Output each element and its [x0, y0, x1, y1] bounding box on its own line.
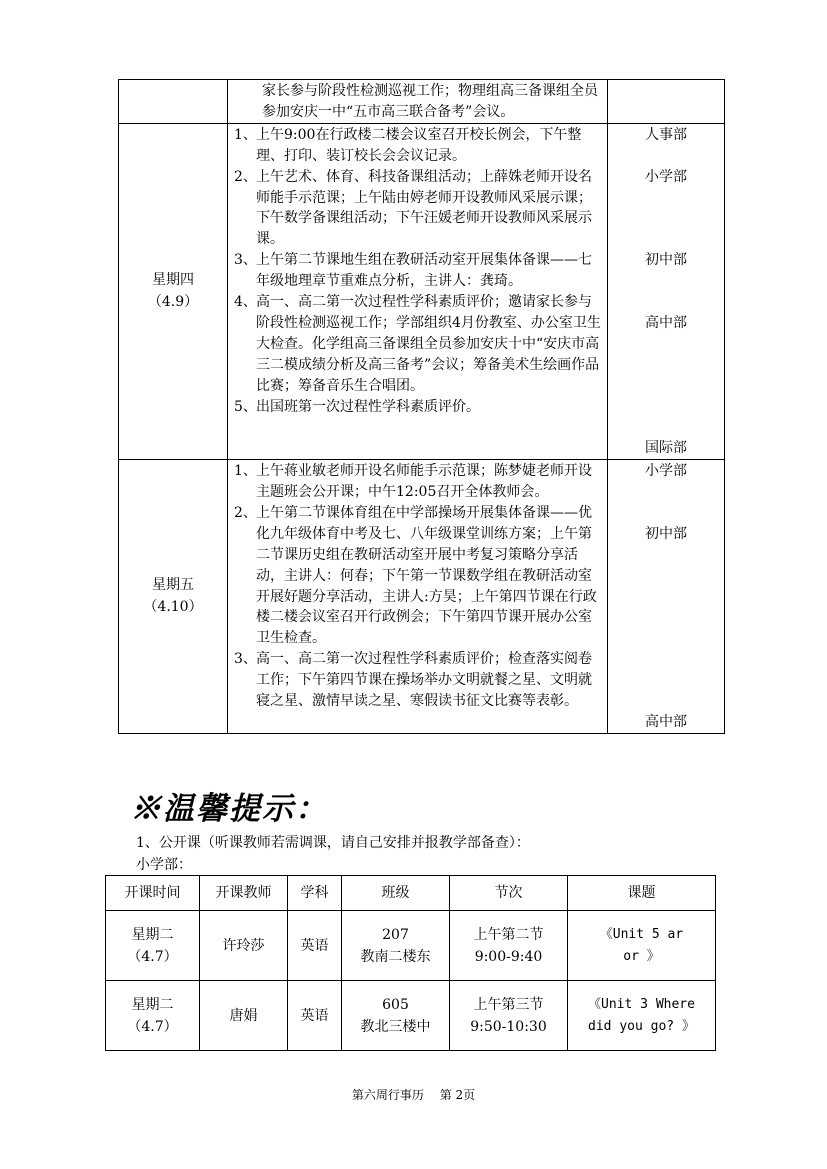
day-cell — [119, 123, 228, 459]
item-text: 上午第二节课体育组在中学部操场开展集体备课——优化九年级体育中考及七、八年级课堂训练方案；上午第二节课历史组在教研活动室开展中考复习策略分享活动，主讲人：何春；下午第一节课数学组在教研活动室开展好题分享活动，主讲人:方昊；上午第四节课在行政楼二楼会议室召开行政例会；下午第四节课开展办公室卫生检查。 — [256, 504, 597, 647]
content-cell — [228, 460, 608, 734]
dept-label: 高中部 — [645, 713, 687, 730]
topic-line: 《Unit 3 Where — [588, 996, 695, 1012]
class-cell — [342, 981, 450, 1051]
subject-cell: 英语 — [288, 911, 342, 981]
header-cell: 节次 — [450, 876, 568, 911]
header-cell: 开课教师 — [200, 876, 288, 911]
class-number: 605 — [382, 996, 409, 1013]
dept-cell — [608, 460, 725, 734]
period-cell — [450, 981, 568, 1051]
date-text: （4.7） — [127, 1018, 178, 1035]
item-text: 上午9:00在行政楼二楼会议室召开校长例会，下午整理、打印、装订校长会会议记录。 — [256, 126, 582, 164]
table-header-row — [106, 876, 716, 911]
schedule-row-continuation — [119, 80, 725, 124]
day-date: （4.9） — [147, 294, 199, 311]
footer-title: 第六周行事历 — [351, 1088, 424, 1102]
day-cell — [119, 80, 228, 124]
item-number: 2、 — [234, 504, 257, 521]
item-number: 5、 — [234, 398, 257, 415]
item-text: 高一、高二第一次过程性学科素质评价；检查落实阅卷工作；下午第四节课在操场举办文明就餐之星、文明就寝之星、激情早读之星、寒假读书征文比赛等表彰。 — [256, 651, 592, 710]
table-row — [106, 911, 716, 981]
header-cell: 班级 — [342, 876, 450, 911]
table-row — [106, 981, 716, 1051]
day-label: 星期四 — [152, 272, 194, 289]
day-text: 星期二 — [131, 926, 174, 943]
period-text: 上午第三节 — [473, 996, 544, 1013]
header-cell: 课题 — [568, 876, 716, 911]
header-cell: 开课时间 — [106, 876, 200, 911]
page-footer — [0, 1086, 827, 1103]
day-label: 星期五 — [152, 577, 194, 594]
time-text: 9:00-9:40 — [474, 948, 543, 965]
dept-label: 初中部 — [645, 525, 687, 542]
dept-label: 小学部 — [645, 168, 687, 185]
header-cell: 学科 — [288, 876, 342, 911]
period-text: 上午第二节 — [473, 926, 544, 943]
time-text: 9:50-10:30 — [470, 1018, 547, 1035]
item-number: 1、 — [234, 126, 257, 143]
item-text: 上午艺术、体育、科技备课组活动；上薛姝老师开设名师能手示范课；上午陆由婷老师开设教师风采展示课；下午数学备课组活动；下午汪媛老师开设教师风采展示课。 — [256, 168, 592, 248]
class-cell — [342, 911, 450, 981]
schedule-row-thursday — [119, 123, 725, 459]
schedule-item — [234, 503, 601, 649]
schedule-item — [234, 397, 601, 418]
item-number: 3、 — [234, 651, 257, 668]
item-text: 出国班第一次过程性学科素质评价。 — [256, 398, 480, 415]
item-number: 3、 — [234, 252, 257, 269]
schedule-item — [234, 250, 601, 292]
item-number: 2、 — [234, 168, 257, 185]
class-location: 教南二楼东 — [360, 948, 431, 965]
content-cell — [228, 123, 608, 459]
day-cell — [119, 460, 228, 734]
tips-title: ※温馨提示： — [130, 791, 328, 827]
class-number: 207 — [382, 926, 409, 943]
teacher-cell: 许玲莎 — [200, 911, 288, 981]
continued-text: 家长参与阶段性检测巡视工作；物理组高三备课组全员参加安庆一中“五市高三联合备考”会议。 — [262, 83, 598, 120]
period-cell — [450, 911, 568, 981]
topic-cell — [568, 911, 716, 981]
schedule-item — [234, 167, 601, 251]
item-number: 1、 — [234, 463, 257, 480]
public-class-table — [105, 875, 716, 1051]
schedule-item — [234, 125, 601, 167]
schedule-row-friday — [119, 460, 725, 734]
dept-label: 初中部 — [645, 252, 687, 269]
schedule-item — [234, 292, 601, 397]
day-date: （4.10） — [143, 599, 203, 616]
weekly-schedule-table — [118, 79, 725, 734]
dept-label: 小学部 — [645, 463, 687, 480]
item-number: 4、 — [234, 294, 257, 311]
time-cell — [106, 911, 200, 981]
dept-cell — [608, 80, 725, 124]
item-text: 上午第二节课地生组在教研活动室开展集体备课——七年级地理章节重难点分析，主讲人：龚琦。 — [256, 252, 592, 290]
dept-label: 高中部 — [645, 314, 687, 331]
schedule-item — [234, 649, 601, 712]
schedule-item — [234, 461, 601, 503]
item-text: 高一、高二第一次过程性学科素质评价；邀请家长参与阶段性检测巡视工作；学部组织4月份教室、办公室卫生大检查。化学组高三备课组全员参加安庆十中“安庆市高三二模成绩分析及高三备考”会议；筹备美术生绘画作品比赛；筹备音乐生合唱团。 — [256, 294, 601, 394]
topic-line: 《Unit 5 ar — [599, 926, 684, 942]
date-text: （4.7） — [127, 948, 178, 965]
topic-cell — [568, 981, 716, 1051]
item-text: 上午蒋业敏老师开设名师能手示范课；陈梦婕老师开设主题班会公开课；中午12:05召开全体教师会。 — [256, 463, 592, 500]
time-cell — [106, 981, 200, 1051]
section-label: 小学部： — [136, 857, 192, 873]
dept-label: 国际部 — [645, 440, 687, 457]
teacher-cell: 唐娟 — [200, 981, 288, 1051]
dept-cell — [608, 123, 725, 459]
public-class-note: 1、公开课（听课教师若需调课，请自己安排并报教学部备查）： — [136, 835, 530, 851]
day-text: 星期二 — [131, 996, 174, 1013]
page-number: 第 2页 — [439, 1088, 476, 1102]
class-location: 教北三楼中 — [360, 1018, 431, 1035]
dept-label: 人事部 — [645, 126, 687, 143]
content-cell — [228, 80, 608, 124]
topic-line: did you go? 》 — [588, 1018, 695, 1034]
topic-line: or 》 — [623, 948, 660, 964]
subject-cell: 英语 — [288, 981, 342, 1051]
